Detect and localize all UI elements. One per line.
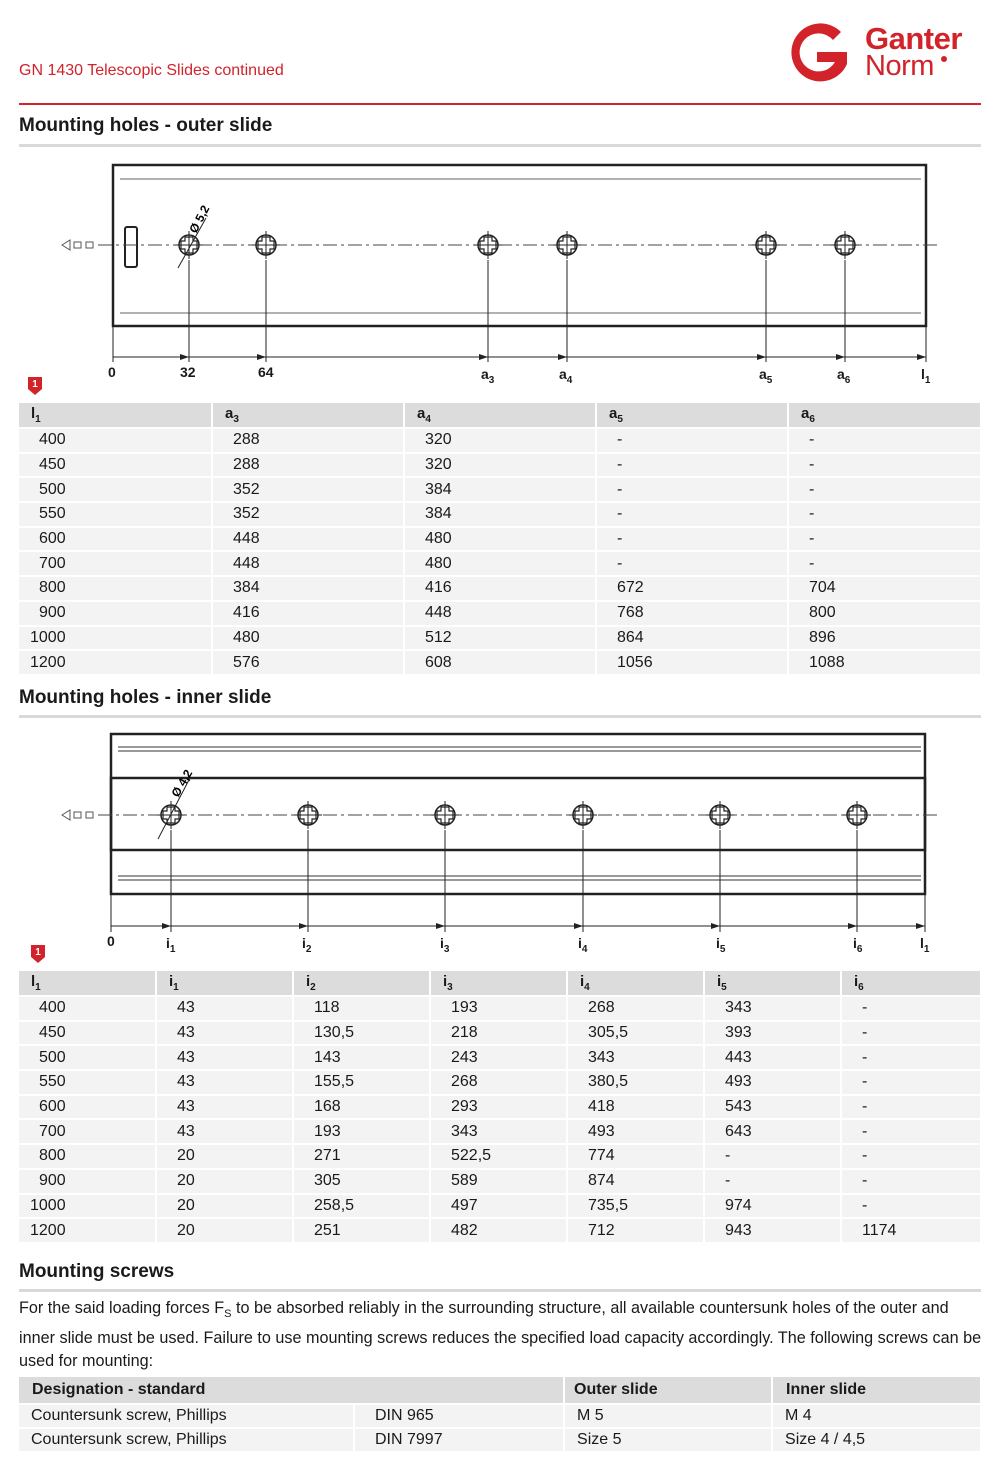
screws-header-inner: Inner slide	[772, 1377, 981, 1404]
inner-mounting-hole-5	[706, 801, 734, 829]
inner-cell: 43	[156, 1095, 293, 1120]
header-rule	[19, 103, 981, 105]
inner-cell: 271	[293, 1144, 430, 1169]
outer-mounting-hole-3	[474, 231, 502, 259]
outer-cell: 288	[212, 428, 404, 453]
table-row	[19, 1045, 981, 1070]
inner-cell: 943	[704, 1218, 841, 1243]
outer-cell: 352	[212, 502, 404, 527]
inner-cell: 268	[430, 1070, 567, 1095]
inner-cell: 493	[704, 1070, 841, 1095]
inner-cell: 218	[430, 1021, 567, 1046]
inner-cell: 43	[156, 1119, 293, 1144]
inner-cell: 343	[704, 996, 841, 1021]
inner-header-i5: $i_5$	[704, 971, 841, 996]
inner-cell: 20	[156, 1218, 293, 1243]
table-row	[19, 576, 981, 601]
outer-hole-diameter-label: Ø 5,2	[186, 202, 213, 236]
outer-cell: 416	[404, 576, 596, 601]
outer-cell: -	[788, 527, 981, 552]
inner-cell: 800	[19, 1144, 156, 1169]
screw-standard: DIN 965	[354, 1404, 564, 1428]
outer-slide-drawing	[0, 150, 1000, 390]
outer-header-a4: $a_4$	[404, 403, 596, 428]
outer-mounting-hole-6	[831, 231, 859, 259]
inner-cell: 118	[293, 996, 430, 1021]
inner-cell: 305,5	[567, 1021, 704, 1046]
table-row	[19, 527, 981, 552]
outer-mounting-hole-4	[553, 231, 581, 259]
inner-cell: 443	[704, 1045, 841, 1070]
outer-mounting-hole-2	[252, 231, 280, 259]
inner-mounting-hole-2	[294, 801, 322, 829]
mounting-screws-title: Mounting screws	[19, 1261, 175, 1282]
outer-header-a5: $a_5$	[596, 403, 788, 428]
outer-cell: 512	[404, 626, 596, 651]
outer-cell: 600	[19, 527, 212, 552]
outer-cell: 576	[212, 650, 404, 675]
inner-cell: 293	[430, 1095, 567, 1120]
inner-cell: 130,5	[293, 1021, 430, 1046]
outer-cell: 480	[212, 626, 404, 651]
table-row	[19, 1144, 981, 1169]
table-row	[19, 1428, 981, 1452]
outer-cell: -	[788, 551, 981, 576]
outer-dim-a4: $a_4$	[559, 366, 573, 386]
logo-dot	[941, 56, 947, 62]
inner-cell: 143	[293, 1045, 430, 1070]
table-row	[19, 453, 981, 478]
table-row	[19, 1218, 981, 1243]
inner-cell: 20	[156, 1144, 293, 1169]
inner-cell: 1200	[19, 1218, 156, 1243]
svg-text:1: 1	[35, 947, 41, 958]
outer-cell: -	[596, 527, 788, 552]
outer-slide-table	[19, 403, 982, 676]
screw-designation: Countersunk screw, Phillips	[19, 1404, 354, 1428]
ganter-norm-logo	[783, 22, 983, 86]
inner-cell: 251	[293, 1218, 430, 1243]
mounting-screws-table	[19, 1377, 982, 1453]
outer-header-a6: $a_6$	[788, 403, 981, 428]
table-row	[19, 1095, 981, 1120]
document-title: GN 1430 Telescopic Slides continued	[19, 62, 284, 79]
inner-cell: -	[841, 1144, 981, 1169]
outer-cell: 448	[212, 551, 404, 576]
inner-cell: 258,5	[293, 1194, 430, 1219]
table-row	[19, 1194, 981, 1219]
inner-header-i6: $i_6$	[841, 971, 981, 996]
inner-cell: 20	[156, 1169, 293, 1194]
inner-cell: 700	[19, 1119, 156, 1144]
outer-cell: -	[596, 428, 788, 453]
outer-cell: -	[596, 453, 788, 478]
table-row	[19, 1119, 981, 1144]
inner-cell: 305	[293, 1169, 430, 1194]
inner-header-i1: $i_1$	[156, 971, 293, 996]
outer-cell: 480	[404, 527, 596, 552]
inner-cell: 450	[19, 1021, 156, 1046]
inner-dim-i2: $i_2$	[302, 935, 312, 955]
screw-outer-size: Size 5	[564, 1428, 772, 1452]
table-row	[19, 1169, 981, 1194]
inner-cell: -	[841, 1045, 981, 1070]
outer-mounting-hole-1	[175, 231, 203, 259]
outer-dim-32: 32	[180, 364, 196, 380]
note-marker-1-outer	[27, 376, 43, 396]
outer-cell: -	[788, 428, 981, 453]
outer-cell: 1000	[19, 626, 212, 651]
outer-dim-a5: $a_5$	[759, 366, 773, 386]
inner-cell: 168	[293, 1095, 430, 1120]
table-row	[19, 551, 981, 576]
outer-cell: 352	[212, 477, 404, 502]
inner-hole-diameter-label: Ø 4,2	[168, 767, 196, 800]
outer-cell: 1200	[19, 650, 212, 675]
inner-cell: 900	[19, 1169, 156, 1194]
table-row	[19, 601, 981, 626]
inner-cell: 155,5	[293, 1070, 430, 1095]
screw-outer-size: M 5	[564, 1404, 772, 1428]
logo-word-norm: Norm	[865, 50, 934, 82]
inner-cell: -	[841, 1119, 981, 1144]
inner-dimension-lines	[111, 830, 925, 932]
table-row	[19, 1070, 981, 1095]
screws-header-designation: Designation - standard	[19, 1377, 564, 1404]
inner-hole-group	[157, 801, 871, 829]
outer-cell: 384	[404, 502, 596, 527]
table-row	[19, 1404, 981, 1428]
inner-cell: 193	[293, 1119, 430, 1144]
table-row	[19, 650, 981, 675]
table-row	[19, 996, 981, 1021]
table-row	[19, 477, 981, 502]
inner-cell: 522,5	[430, 1144, 567, 1169]
inner-cell: 482	[430, 1218, 567, 1243]
inner-cell: 343	[567, 1045, 704, 1070]
inner-cell: -	[841, 996, 981, 1021]
inner-cell: 20	[156, 1194, 293, 1219]
inner-cell: 712	[567, 1218, 704, 1243]
inner-slide-title: Mounting holes - inner slide	[19, 687, 272, 708]
inner-cell: -	[841, 1194, 981, 1219]
outer-cell: 768	[596, 601, 788, 626]
outer-cell: 384	[212, 576, 404, 601]
inner-cell: -	[704, 1144, 841, 1169]
screw-standard: DIN 7997	[354, 1428, 564, 1452]
outer-dim-64: 64	[258, 364, 274, 380]
inner-cell: 543	[704, 1095, 841, 1120]
logo-word-ganter: Ganter	[865, 21, 962, 56]
inner-cell: 600	[19, 1095, 156, 1120]
inner-cell: 193	[430, 996, 567, 1021]
outer-cell: 800	[19, 576, 212, 601]
inner-mounting-hole-3	[431, 801, 459, 829]
inner-cell: 43	[156, 1021, 293, 1046]
inner-dim-l1: $l_1$	[920, 935, 930, 955]
inner-cell: 550	[19, 1070, 156, 1095]
outer-cell: 500	[19, 477, 212, 502]
outer-cell: 384	[404, 477, 596, 502]
table-row	[19, 502, 981, 527]
outer-dimension-lines	[113, 260, 926, 362]
inner-slide-table	[19, 971, 982, 1244]
outer-dim-a3: $a_3$	[481, 366, 495, 386]
inner-dim-i3: $i_3$	[440, 935, 450, 955]
ganter-logo-icon	[783, 22, 863, 86]
inner-dim-0: 0	[107, 933, 115, 949]
inner-cell: 874	[567, 1169, 704, 1194]
inner-cell: 43	[156, 1070, 293, 1095]
inner-cell: 974	[704, 1194, 841, 1219]
outer-cell: 672	[596, 576, 788, 601]
outer-cell: 288	[212, 453, 404, 478]
inner-cell: 774	[567, 1144, 704, 1169]
outer-header-a3: $a_3$	[212, 403, 404, 428]
outer-cell: 480	[404, 551, 596, 576]
inner-header-i4: $i_4$	[567, 971, 704, 996]
inner-cell: 1000	[19, 1194, 156, 1219]
outer-cell: 400	[19, 428, 212, 453]
outer-cell: 450	[19, 453, 212, 478]
inner-cell: 43	[156, 1045, 293, 1070]
inner-cell: 493	[567, 1119, 704, 1144]
outer-cell: -	[596, 477, 788, 502]
inner-slide-drawing	[0, 720, 1000, 960]
inner-cell: 500	[19, 1045, 156, 1070]
note-marker-1-inner	[30, 944, 46, 964]
screw-designation: Countersunk screw, Phillips	[19, 1428, 354, 1452]
table-row	[19, 626, 981, 651]
table-row	[19, 1021, 981, 1046]
inner-cell: 400	[19, 996, 156, 1021]
outer-dim-0: 0	[108, 364, 116, 380]
inner-cell: -	[704, 1169, 841, 1194]
outer-cell: 550	[19, 502, 212, 527]
inner-mounting-hole-4	[569, 801, 597, 829]
outer-dim-l1: $l_1$	[921, 366, 931, 386]
outer-slide-rule	[19, 144, 981, 147]
mounting-screws-paragraph: For the said loading forces $F_S$ to be absorbed reliably in the surrounding structure, all available countersunk holes of the outer and inner slide must be used. Failure to use mounting screws reduces the specified load capacity accordingly. The following screws can be used for mounting:	[19, 1299, 982, 1370]
inner-dim-i5: $i_5$	[716, 935, 726, 955]
inner-cell: 380,5	[567, 1070, 704, 1095]
outer-cell: 320	[404, 453, 596, 478]
inner-header-l1: $l_1$	[19, 971, 156, 996]
outer-cell: -	[788, 477, 981, 502]
outer-cell: 900	[19, 601, 212, 626]
inner-cell: 43	[156, 996, 293, 1021]
outer-cell: 448	[404, 601, 596, 626]
inner-cell: -	[841, 1021, 981, 1046]
inner-cell: 589	[430, 1169, 567, 1194]
inner-cell: 643	[704, 1119, 841, 1144]
screw-inner-size: Size 4 / 4,5	[772, 1428, 981, 1452]
outer-cell: 800	[788, 601, 981, 626]
outer-dim-a6: $a_6$	[837, 366, 851, 386]
outer-cell: 448	[212, 527, 404, 552]
inner-cell: 1174	[841, 1218, 981, 1243]
inner-cell: 268	[567, 996, 704, 1021]
outer-cell: 864	[596, 626, 788, 651]
outer-cell: -	[596, 551, 788, 576]
outer-mounting-hole-5	[752, 231, 780, 259]
outer-cell: -	[788, 502, 981, 527]
outer-cell: -	[596, 502, 788, 527]
outer-cell: 416	[212, 601, 404, 626]
inner-mounting-hole-6	[843, 801, 871, 829]
inner-cell: -	[841, 1169, 981, 1194]
inner-cell: -	[841, 1070, 981, 1095]
screw-inner-size: M 4	[772, 1404, 981, 1428]
outer-slide-title: Mounting holes - outer slide	[19, 115, 273, 136]
outer-header-l1: $l_1$	[19, 403, 212, 428]
outer-cell: 1088	[788, 650, 981, 675]
inner-cell: 243	[430, 1045, 567, 1070]
svg-text:1: 1	[32, 379, 38, 390]
inner-cell: 343	[430, 1119, 567, 1144]
mounting-screws-rule	[19, 1289, 981, 1292]
outer-cell: -	[788, 453, 981, 478]
inner-dim-i4: $i_4$	[578, 935, 588, 955]
outer-cell: 700	[19, 551, 212, 576]
inner-header-i2: $i_2$	[293, 971, 430, 996]
outer-cell: 320	[404, 428, 596, 453]
outer-cell: 704	[788, 576, 981, 601]
inner-cell: 497	[430, 1194, 567, 1219]
inner-dim-i6: $i_6$	[853, 935, 863, 955]
table-row	[19, 428, 981, 453]
inner-cell: 418	[567, 1095, 704, 1120]
inner-header-i3: $i_3$	[430, 971, 567, 996]
outer-cell: 1056	[596, 650, 788, 675]
screws-header-outer: Outer slide	[564, 1377, 772, 1404]
inner-dim-i1: $i_1$	[166, 935, 176, 955]
outer-cell: 608	[404, 650, 596, 675]
outer-cell: 896	[788, 626, 981, 651]
inner-slide-rule	[19, 715, 981, 718]
inner-cell: 393	[704, 1021, 841, 1046]
inner-cell: 735,5	[567, 1194, 704, 1219]
inner-cell: -	[841, 1095, 981, 1120]
